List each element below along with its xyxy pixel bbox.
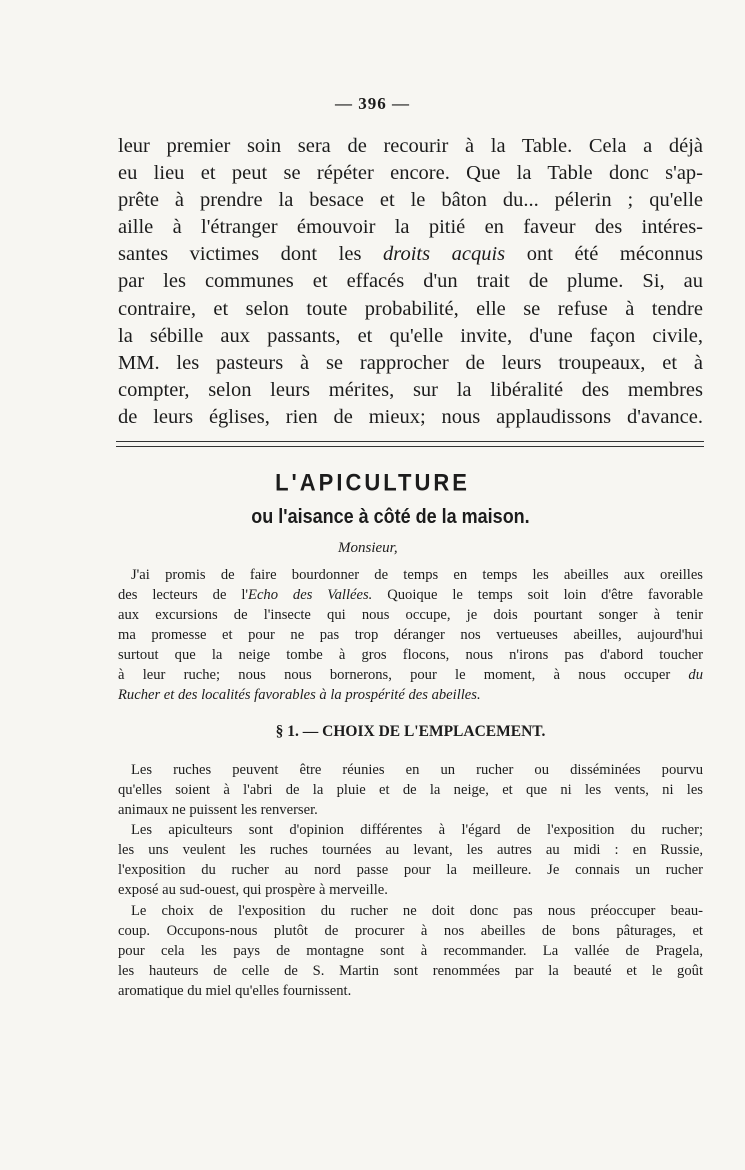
section-line: l'exposition du rucher au nord passe pour la meilleure. Je connais un rucher [118, 862, 703, 878]
paragraph-line: contraire, et selon toute probabilité, elle se refuse à tendre [118, 298, 703, 320]
italic-phrase: Echo des Vallées. [248, 587, 373, 603]
intro-line: surtout que la neige tombe à gros flocons, nous n'irons pas d'abord toucher [118, 647, 703, 663]
section-line: coup. Occupons-nous plutôt de procurer à nos abeilles de bons pâturages, et [118, 923, 703, 939]
intro-line: J'ai promis de faire bourdonner de temps en temps les abeilles aux oreilles [131, 567, 703, 583]
paragraph-line: prête à prendre la besace et le bâton du... pélerin ; qu'elle [118, 189, 703, 211]
line-text: santes victimes dont les [118, 243, 383, 265]
paragraph-line: par les communes et effacés d'un trait de plume. Si, au [118, 270, 703, 292]
section-line: animaux ne puissent les renverser. [118, 802, 318, 818]
intro-line: ma promesse et pour ne pas trop déranger nos vertueuses abeilles, aujourd'hui [118, 627, 703, 643]
section-line: exposé au sud-ouest, qui prospère à merveille. [118, 882, 388, 898]
line-text: ont été méconnus [505, 243, 704, 265]
italic-phrase: droits acquis [382, 243, 506, 265]
line-text: des lecteurs de l' [118, 587, 249, 603]
section-line: qu'elles soient à l'abri de la pluie et de la neige, et que ni les vents, ni les [118, 782, 703, 798]
section-line: aromatique du miel qu'elles fournissent. [118, 983, 352, 999]
paragraph-line: la sébille aux passants, et qu'elle invite, d'une façon civile, [118, 325, 703, 347]
paragraph-line [118, 241, 703, 268]
section-title: § 1. — CHOIX DE L'EMPLACEMENT. [275, 723, 546, 740]
paragraph-line: de leurs églises, rien de mieux; nous applaudissons d'avance. [118, 406, 703, 428]
intro-line: Rucher et des localités favorables à la prospérité des abeilles. [118, 687, 481, 703]
salutation: Monsieur, [338, 540, 398, 556]
paragraph-line: aille à l'étranger émouvoir la pitié en faveur des intéres- [118, 216, 703, 238]
line-text: à leur ruche; nous nous bornerons, pour le moment, à nous occuper [118, 667, 689, 683]
section-line: les uns veulent les ruches tournées au levant, les autres au midi : en Russie, [118, 842, 703, 858]
double-rule-divider [116, 441, 704, 447]
italic-phrase: du [688, 667, 703, 683]
section-line: les hauteurs de celle de S. Martin sont renommées par la beauté et le goût [118, 963, 703, 979]
paragraph-line: leur premier soin sera de recourir à la Table. Cela a déjà [118, 135, 703, 157]
intro-line: aux excursions de l'insecte qui nous occupe, je dois pourtant songer à tenir [118, 607, 703, 623]
page-number: — 396 — [335, 94, 410, 113]
line-text: Quoique le temps soit loin d'être favorable [372, 587, 703, 603]
section-line: Les apiculteurs sont d'opinion différentes à l'égard de l'exposition du rucher; [131, 822, 703, 838]
section-line: Les ruches peuvent être réunies en un rucher ou disséminées pourvu [131, 762, 703, 778]
paragraph-line: compter, selon leurs mérites, sur la libéralité des membres [118, 379, 703, 401]
section-line: Le choix de l'exposition du rucher ne doit donc pas nous préoccuper beau- [131, 903, 703, 919]
article-subtitle: ou l'aisance à côté de la maison. [251, 506, 530, 528]
article-title: L'APICULTURE [275, 468, 470, 497]
intro-line [118, 665, 703, 685]
intro-line [118, 585, 703, 605]
section-line: pour cela les pays de montagne sont à recommander. La vallée de Pragela, [118, 943, 703, 959]
paragraph-line: eu lieu et peut se répéter encore. Que la Table donc s'ap- [118, 162, 703, 184]
paragraph-line: MM. les pasteurs à se rapprocher de leurs troupeaux, et à [118, 352, 703, 374]
